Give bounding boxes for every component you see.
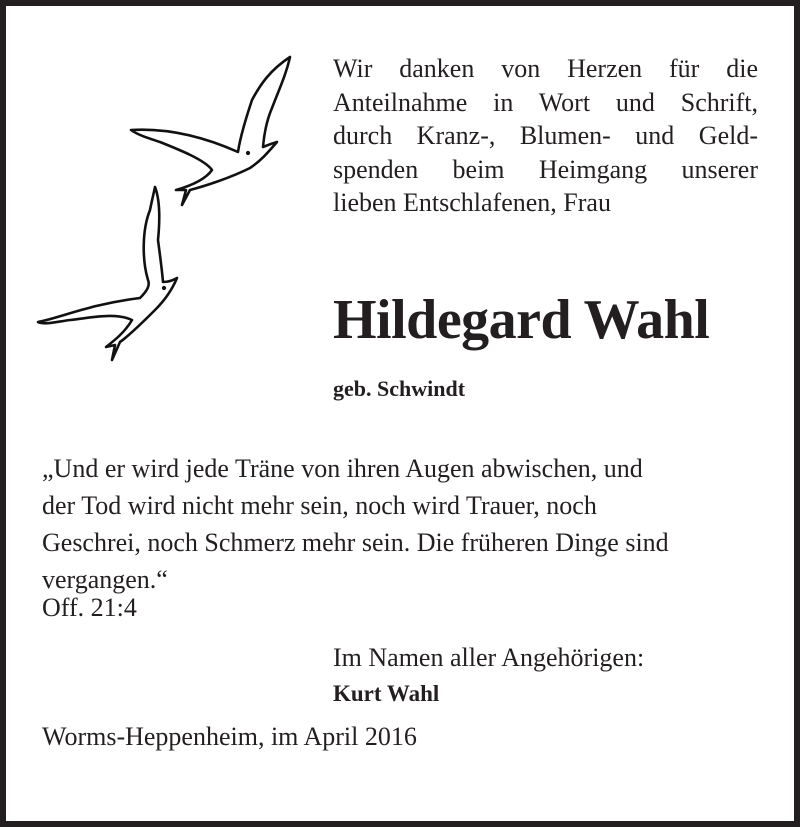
bible-quote xyxy=(42,450,764,598)
quote-line: der Tod wird nicht mehr sein, noch wird Trauer, noch xyxy=(42,491,597,520)
thank-you-text xyxy=(333,52,758,220)
intro-line: durch Kranz-, Blumen- und Geld- xyxy=(333,121,758,150)
quote-reference: Off. 21:4 xyxy=(42,593,137,622)
intro-line: spenden beim Heimgang unserer xyxy=(333,154,758,184)
intro-line: lieben Entschlafenen, Frau xyxy=(333,188,611,217)
quote-line: Geschrei, noch Schmerz mehr sein. Die früheren Dinge sind xyxy=(42,528,669,557)
quote-line: „Und er wird jede Träne von ihren Augen abwischen, und xyxy=(42,454,643,483)
doves-illustration xyxy=(0,0,320,380)
deceased-name: Hildegard Wahl xyxy=(333,289,710,351)
intro-line: Wir danken von Herzen für die xyxy=(333,54,758,83)
dove-icon xyxy=(131,57,290,205)
dove-icon xyxy=(38,187,177,360)
signer-name: Kurt Wahl xyxy=(333,681,440,706)
signature-block xyxy=(333,640,644,712)
intro-line: Anteilnahme in Wort und Schrift, xyxy=(333,87,758,117)
place-date: Worms-Heppenheim, im April 2016 xyxy=(42,722,417,751)
signature-intro: Im Namen aller Angehörigen: xyxy=(333,643,645,672)
quote-line: vergangen.“ xyxy=(42,565,168,594)
maiden-name: geb. Schwindt xyxy=(333,376,466,401)
